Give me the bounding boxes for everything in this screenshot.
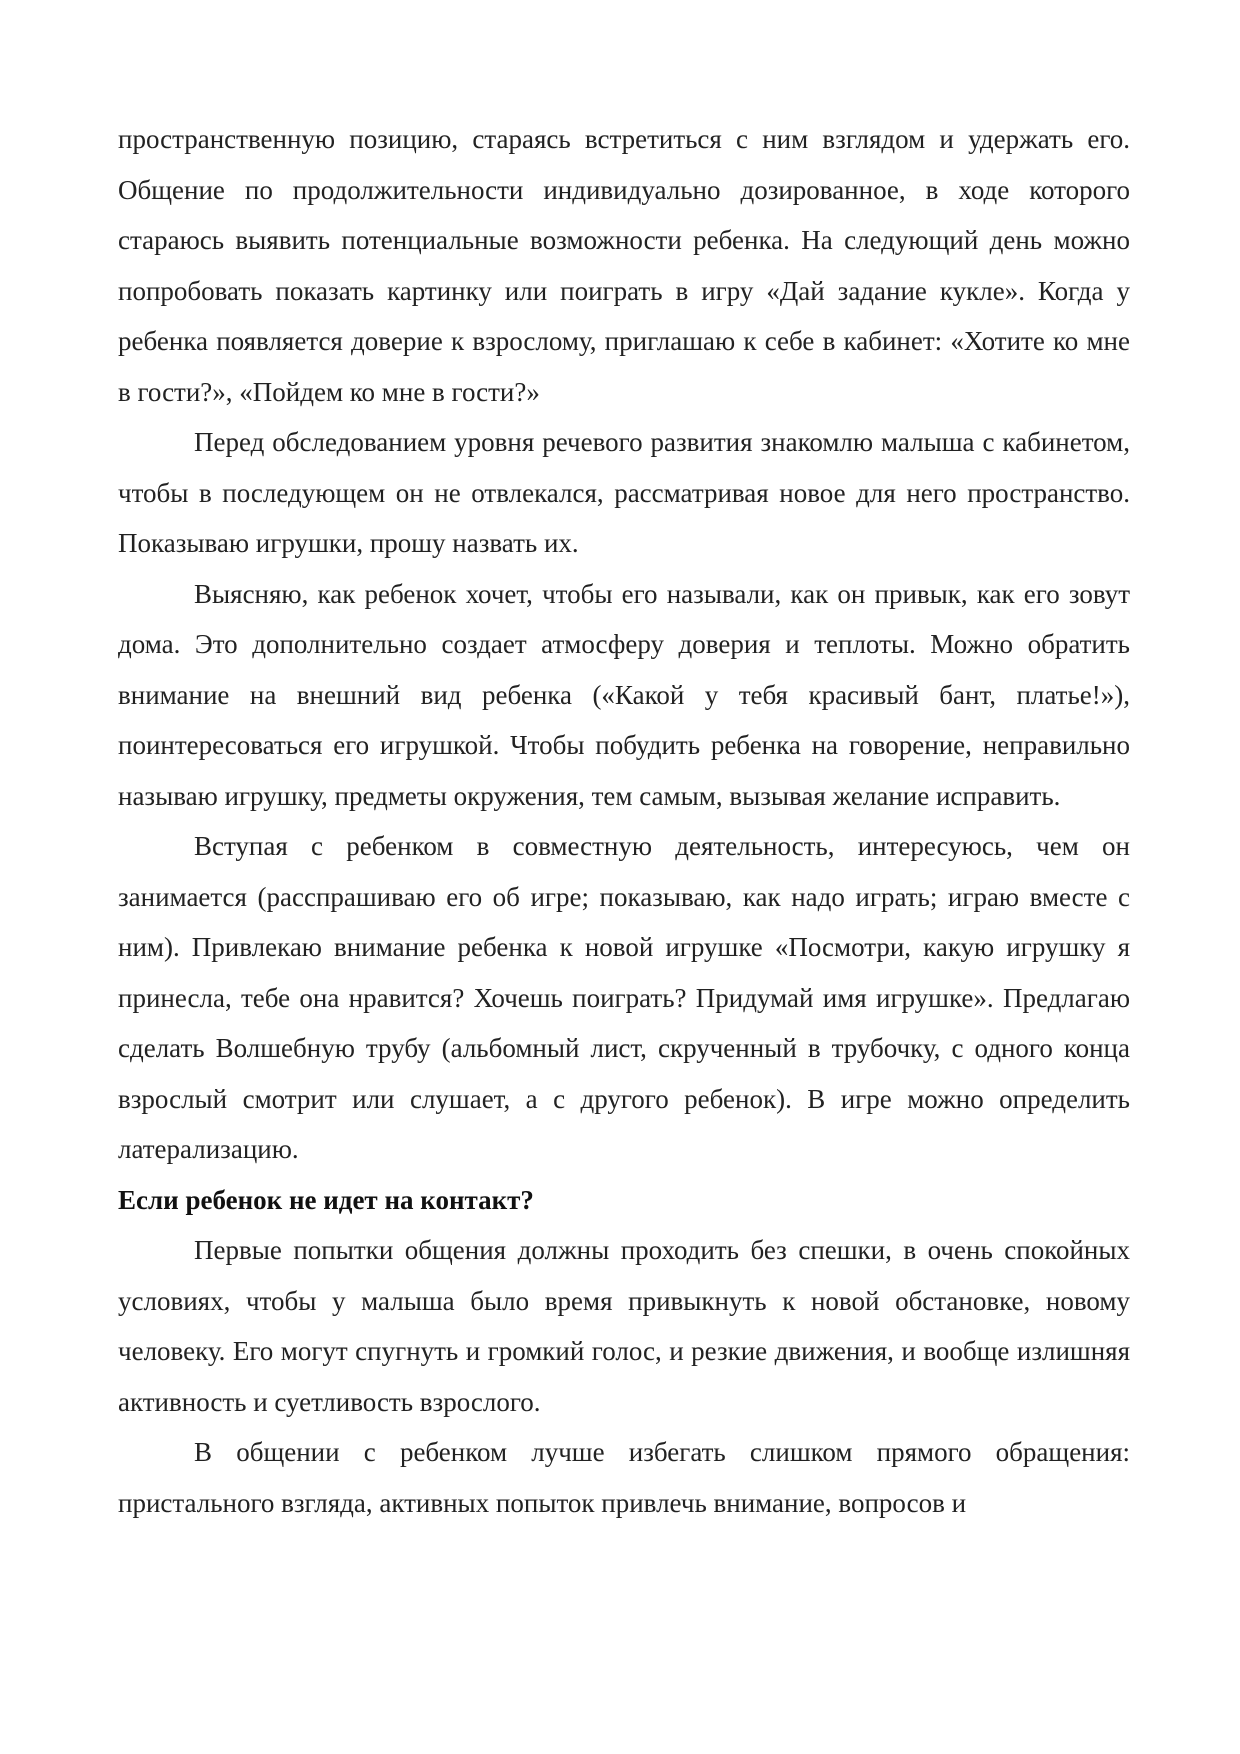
document-body	[118, 114, 1130, 1528]
paragraph-2: Перед обследованием уровня речевого развития знакомлю малыша с кабинетом, чтобы в последующем он не отвлекался, рассматривая новое для него пространство. Показываю игрушки, прошу назвать их.	[118, 427, 1130, 558]
paragraph-6: В общении с ребенком лучше избегать слишком прямого обращения: пристального взгляда, активных попыток привлечь внимание, вопросов и	[118, 1437, 1130, 1518]
paragraph-1: пространственную позицию, стараясь встретиться с ним взглядом и удержать его. Общение по продолжительности индивидуально дозированное, в ходе которого стараюсь выявить потенциальные возможности ребенка. На следующий день можно попробовать показать картинку или поиграть в игру «Дай задание кукле». Когда у ребенка появляется доверие к взрослому, приглашаю к себе в кабинет: «Хотите ко мне в гости?», «Пойдем ко мне в гости?»	[118, 124, 1130, 407]
section-heading: Если ребенок не идет на контакт?	[118, 1184, 534, 1215]
paragraph-3: Выясняю, как ребенок хочет, чтобы его называли, как он привык, как его зовут дома. Это дополнительно создает атмосферу доверия и теплоты. Можно обратить внимание на внешний вид ребенка («Какой у тебя красивый бант, платье!»), поинтересоваться его игрушкой. Чтобы побудить ребенка на говорение, неправильно называю игрушку, предметы окружения, тем самым, вызывая желание исправить.	[118, 578, 1130, 811]
paragraph-4: Вступая с ребенком в совместную деятельность, интересуюсь, чем он занимается (расспрашиваю его об игре; показываю, как надо играть; играю вместе с ним). Привлекаю внимание ребенка к новой игрушке «Посмотри, какую игрушку я принесла, тебе она нравится? Хочешь поиграть? Придумай имя игрушке». Предлагаю сделать Волшебную трубу (альбомный лист, скрученный в трубочку, с одного конца взрослый смотрит или слушает, а с другого ребенок). В игре можно определить латерализацию.	[118, 831, 1130, 1164]
paragraph-5: Первые попытки общения должны проходить без спешки, в очень спокойных условиях, чтобы у малыша было время привыкнуть к новой обстановке, новому человеку. Его могут спугнуть и громкий голос, и резкие движения, и вообще излишняя активность и суетливость взрослого.	[118, 1235, 1130, 1417]
